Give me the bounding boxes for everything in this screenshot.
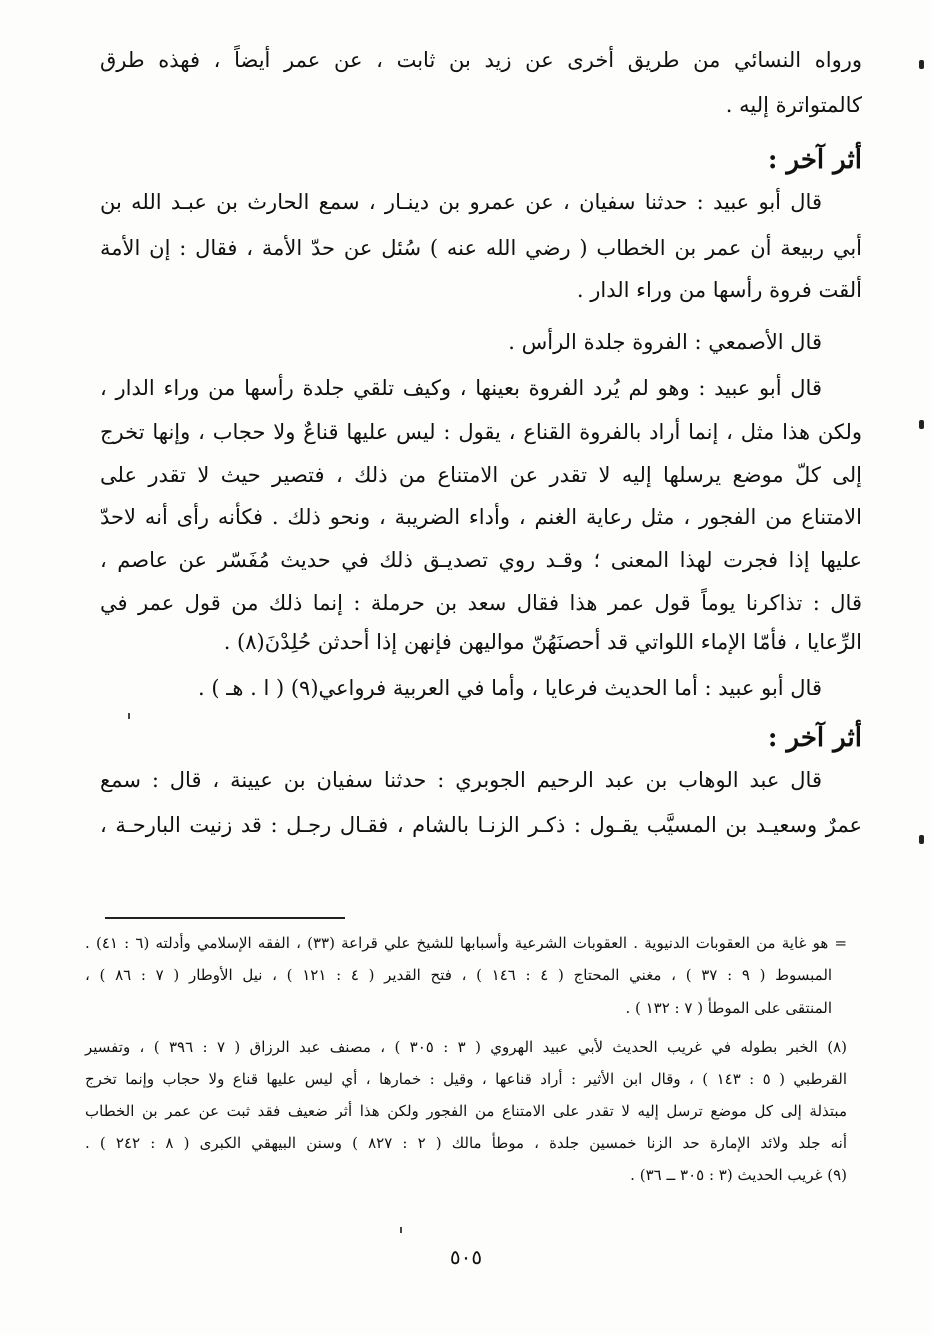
section-heading: أثر آخر : bbox=[767, 723, 862, 753]
footnote-separator bbox=[105, 917, 345, 919]
footnote-line: المبسوط ( ٩ : ٣٧ ) ، مغني المحتاج ( ٤ : ١٤٦ ) ، فتح القدير ( ٤ : ١٢١ ) ، نيل الأوطار ( ٧ : ٨٦ ) ، bbox=[85, 966, 833, 984]
scan-margin-mark bbox=[919, 835, 924, 844]
scan-speck bbox=[400, 1227, 402, 1233]
footnote-line: المنتقى على الموطأ ( ٧ : ١٣٢ ) . bbox=[625, 999, 832, 1017]
body-line: قال أبو عبيد : حدثنا سفيان ، عن عمرو بن دينـار ، سمع الحارث بن عبـد الله بن bbox=[100, 190, 822, 214]
body-line: قال عبد الوهاب بن عبد الرحيم الجوبري : حدثنا سفيان بن عيينة ، قال : سمع bbox=[100, 768, 822, 792]
section-heading: أثر آخر : bbox=[767, 145, 862, 175]
page-number: ٥٠٥ bbox=[449, 1245, 483, 1269]
body-line: الامتناع من الفجور ، مثل رعاية الغنم ، وأداء الضريبة ، ونحو ذلك . فكأنه رأى أنه لاحدّ bbox=[100, 505, 862, 529]
scan-margin-mark bbox=[919, 420, 924, 429]
body-line: قال أبو عبيد : وهو لم يُرد الفروة بعينها ، وكيف تلقي جلدة رأسها من وراء الدار ، bbox=[100, 376, 822, 400]
scan-margin-mark bbox=[919, 60, 924, 69]
body-line: عمرٌ وسعيـد بن المسيَّب يقـول : ذكـر الزنـا بالشام ، فقـال رجـل : قد زنيت البارحـة ، bbox=[100, 813, 862, 837]
body-line: قال الأصمعي : الفروة جلدة الرأس . bbox=[508, 330, 822, 354]
body-line: ولكن هذا مثل ، إنما أراد بالفروة القناع ، يقول : ليس عليها قناعٌ ولا حجاب ، وإنها تخرج bbox=[100, 420, 862, 444]
footnote-line: (٩) غريب الحديث (٣ : ٣٠٥ ــ ٣٦) . bbox=[630, 1166, 847, 1184]
scan-speck bbox=[128, 713, 130, 719]
body-line: أبي ربيعة أن عمر بن الخطاب ( رضي الله عنه ) سُئل عن حدّ الأمة ، فقال : إن الأمة bbox=[100, 236, 862, 260]
body-line: عليها إذا فجرت لهذا المعنى ؛ وقـد روي تصديـق ذلك في حديث مُفَسّر عن عاصم ، bbox=[100, 548, 862, 572]
body-line: ورواه النسائي من طريق أخرى عن زيد بن ثابت ، عن عمر أيضاً ، فهذه طرق bbox=[100, 48, 862, 72]
body-line: قال أبو عبيد : أما الحديث فرعايا ، وأما في العربية فرواعي(٩) ( ا . هـ ) . bbox=[198, 676, 822, 700]
footnote-line: = هو غاية من العقوبات الدنيوية . العقوبات الشرعية وأسبابها للشيخ علي قراعة (٣٣) ، الفقه الإسلامي وأدلته (٦ : ٤١) . bbox=[85, 934, 848, 952]
body-line: الرِّعايا ، فأمّا الإماء اللواتي قد أحصنَهُنّ مواليهن فإنهن إذا أحدثن حُلِدْنَ(٨) . bbox=[223, 630, 862, 654]
body-line: ألقت فروة رأسها من وراء الدار . bbox=[576, 278, 862, 302]
body-line: قال : تذاكرنا يوماً قول عمر هذا فقال سعد بن حرملة : إنما ذلك من قول عمر في bbox=[100, 591, 862, 615]
footnote-line: أنه جلد ولائد الإمارة حد الزنا خمسين جلدة ، موطأ مالك ( ٢ : ٨٢٧ ) وسنن البيهقي الكبرى ( ٨ : ٢٤٢ ) . bbox=[85, 1134, 847, 1152]
body-line: إلى كلّ موضع يرسلها إليه لا تقدر عن الامتناع من ذلك ، فتصير حيث لا تقدر على bbox=[100, 463, 862, 487]
footnote-line: القرطبي ( ٥ : ١٤٣ ) ، وقال ابن الأثير : أراد قناعها ، وقيل : خمارها ، أي ليس عليها قناع ولا حجاب وإنما تخرج bbox=[85, 1070, 847, 1088]
footnote-line: (٨) الخبر بطوله في غريب الحديث لأبي عبيد الهروي ( ٣ : ٣٠٥ ) ، مصنف عبد الرزاق ( ٧ : ٣٩٦ ) ، وتفسير bbox=[85, 1038, 847, 1056]
footnote-line: مبتذلة إلى كل موضع ترسل إليه لا تقدر على الامتناع من الفجور ولكن هذا أثر ضعيف فقد ثبت عن عمر بن الخطاب bbox=[85, 1102, 847, 1120]
body-line: كالمتواترة إليه . bbox=[725, 93, 862, 117]
